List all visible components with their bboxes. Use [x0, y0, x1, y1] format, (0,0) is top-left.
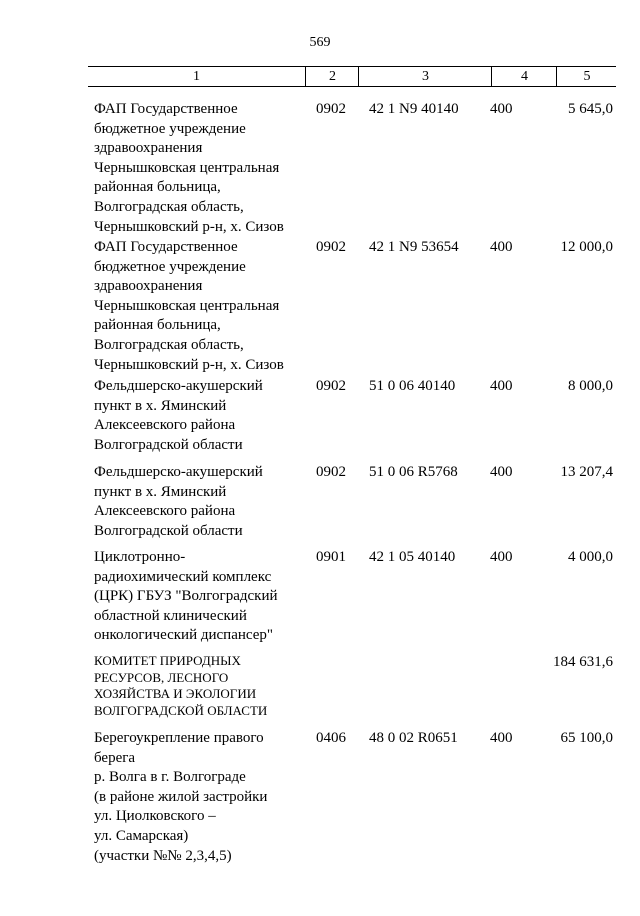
- row-target-code: 48 0 02 R0651: [369, 730, 458, 746]
- row-target-code: 42 1 05 40140: [369, 549, 456, 565]
- row-section-code: 0902: [316, 239, 346, 255]
- row-section-code: 0902: [316, 378, 346, 394]
- row-amount: 65 100,0: [560, 730, 613, 746]
- row-amount: 5 645,0: [568, 101, 613, 117]
- row-expense-type: 400: [490, 549, 513, 565]
- row-name: ФАП Государственное бюджетное учреждение здравоохранения Чернышковская центральная районная больница, Волгоградская область, Чернышковский р-н, х. Сизов: [94, 101, 284, 235]
- table-header: [88, 66, 616, 87]
- row-expense-type: 400: [490, 378, 513, 394]
- row-name: КОМИТЕТ ПРИРОДНЫХ РЕСУРСОВ, ЛЕСНОГО ХОЗЯЙСТВА И ЭКОЛОГИИ ВОЛГОГРАДСКОЙ ОБЛАСТИ: [94, 653, 268, 718]
- row-amount: 184 631,6: [553, 654, 613, 670]
- row-name: Фельдшерско-акушерский пункт в х. Яминский Алексеевского района Волгоградской области: [94, 378, 263, 453]
- header-col-2: 2: [305, 67, 359, 86]
- row-name: Берегоукрепление правого берега р. Волга в г. Волгограде (в районе жилой застройки ул. Циолковского – ул. Самарская) (участки №№ 2,3,4,5): [94, 730, 268, 864]
- row-amount: 12 000,0: [560, 239, 613, 255]
- row-expense-type: 400: [490, 464, 513, 480]
- page-number: 569: [309, 35, 331, 50]
- row-expense-type: 400: [490, 101, 513, 117]
- row-expense-type: 400: [490, 730, 513, 746]
- row-expense-type: 400: [490, 239, 513, 255]
- row-section-code: 0901: [316, 549, 346, 565]
- row-target-code: 42 1 N9 53654: [369, 239, 459, 255]
- row-name: Фельдшерско-акушерский пункт в х. Яминский Алексеевского района Волгоградской области: [94, 464, 263, 539]
- header-col-3: 3: [358, 67, 492, 86]
- row-amount: 8 000,0: [568, 378, 613, 394]
- row-target-code: 42 1 N9 40140: [369, 101, 459, 117]
- row-amount: 4 000,0: [568, 549, 613, 565]
- row-target-code: 51 0 06 40140: [369, 378, 456, 394]
- row-amount: 13 207,4: [560, 464, 613, 480]
- row-name: Циклотронно- радиохимический комплекс (ЦРК) ГБУЗ "Волгоградский областной клинический онкологический диспансер": [94, 549, 278, 644]
- row-name: ФАП Государственное бюджетное учреждение здравоохранения Чернышковская центральная районная больница, Волгоградская область, Чернышковский р-н, х. Сизов: [94, 239, 284, 373]
- row-section-code: 0406: [316, 730, 346, 746]
- header-col-1: 1: [193, 69, 200, 84]
- row-section-code: 0902: [316, 101, 346, 117]
- header-col-5: 5: [556, 67, 617, 86]
- header-col-4: 4: [491, 67, 557, 86]
- row-section-code: 0902: [316, 464, 346, 480]
- row-target-code: 51 0 06 R5768: [369, 464, 458, 480]
